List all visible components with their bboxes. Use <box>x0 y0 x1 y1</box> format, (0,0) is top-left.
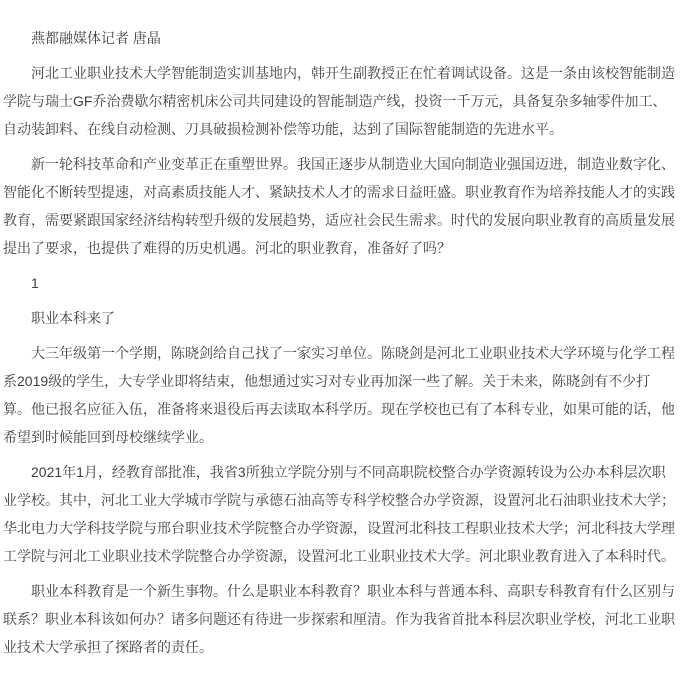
section-title: 职业本科来了 <box>31 310 115 326</box>
article-paragraph-2: 新一轮科技革命和产业变革正在重塑世界。我国正逐步从制造业大国向制造业强国迈进，制造业数字化、智能化不断转型提速，对高素质技能人才、紧缺技术人才的需求日益旺盛。职业教育作为培养技能人才的实践教育，需要紧跟国家经济结构转型升级的发展趋势，适应社会民生需求。时代的发展向职业教育的高质量发展提出了要求，也提供了难得的历史机遇。河北的职业教育，准备好了吗？ <box>3 156 675 256</box>
article-paragraph-1: 河北工业职业技术大学智能制造实训基地内，韩开生副教授正在忙着调试设备。这是一条由该校智能制造学院与瑞士GF乔治费歇尔精密机床公司共同建设的智能制造产线，投资一千万元，具备复杂多轴零件加工、自动装卸料、在线自动检测、刀具破损检测补偿等功能，达到了国际智能制造的先进水平。 <box>3 65 675 137</box>
article-byline: 燕都融媒体记者 唐晶 <box>31 30 161 46</box>
article-paragraph-4: 2021年1月，经教育部批准，我省3所独立学院分别与不同高职院校整合办学资源转设为公办本科层次职业学校。其中，河北工业大学城市学院与承德石油高等专科学校整合办学资源，设置河北石油职业技术大学；华北电力大学科技学院与邢台职业技术学院整合办学资源，设置河北科技工程职业技术大学；河北科技大学理工学院与河北工业职业技术学院整合办学资源，设置河北工业职业技术大学。河北职业教育进入了本科时代。 <box>3 464 675 564</box>
section-number: 1 <box>31 275 39 291</box>
article-paragraph-5: 职业本科教育是一个新生事物。什么是职业本科教育？职业本科与普通本科、高职专科教育有什么区别与联系？职业本科该如何办？诸多问题还有待进一步探索和厘清。作为我省首批本科层次职业学校，河北工业职业技术大学承担了探路者的责任。 <box>3 583 675 655</box>
article-paragraph-3: 大三年级第一个学期，陈晓剑给自己找了一家实习单位。陈晓剑是河北工业职业技术大学环境与化学工程系2019级的学生，大专学业即将结束，他想通过实习对专业再加深一些了解。关于未来，陈晓剑有不少打算。他已报名应征入伍，准备将来退役后再去读取本科学历。现在学校也已有了本科专业，如果可能的话，他希望到时候能回到母校继续学业。 <box>3 345 675 445</box>
